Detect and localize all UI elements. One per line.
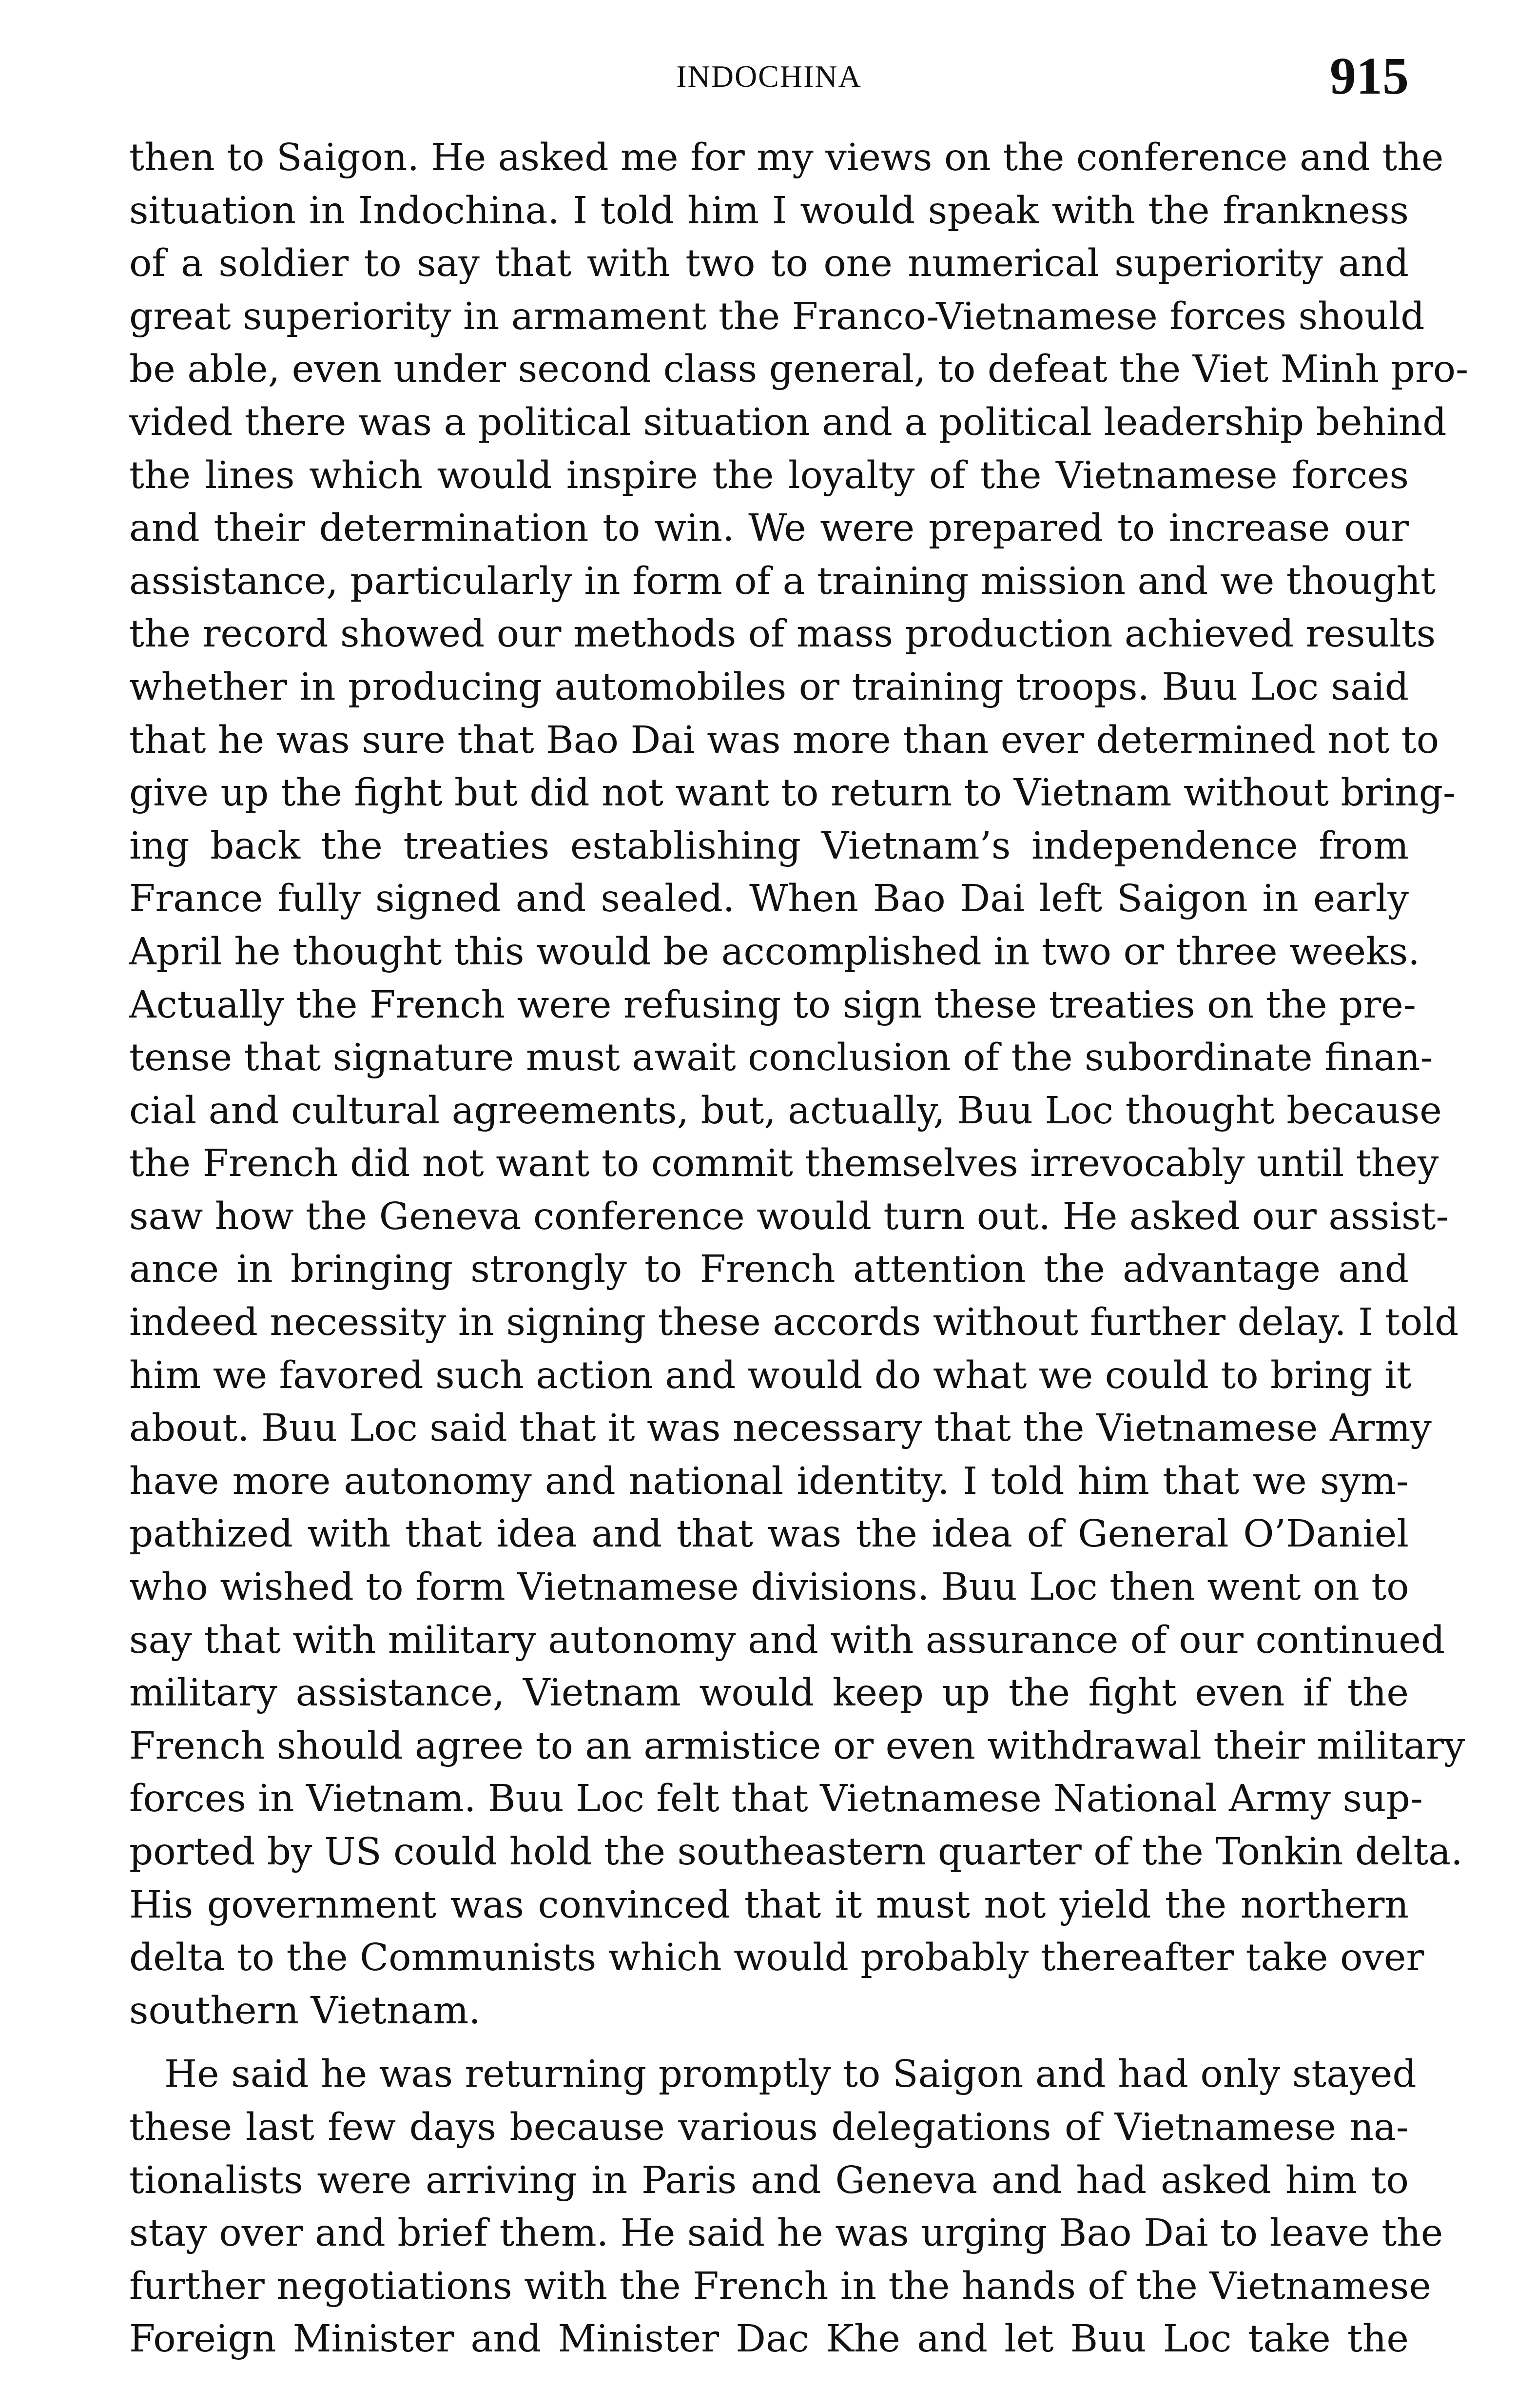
text-line: saw how the Geneva conference would turn out. He asked our assist- [129,1194,1449,1238]
text-line: who wished to form Vietnamese divisions. Buu Loc then went on to [129,1566,1409,1609]
text-line: delta to the Communists which would probably thereafter take over [129,1936,1424,1980]
text-line: France fully signed and sealed. When Bao Dai left Saigon in early [129,877,1409,921]
text-line: He said he was returning promptly to Saigon and had only stayed [164,2053,1417,2096]
text-line: indeed necessity in signing these accords without further delay. I told [129,1301,1459,1345]
text-line: cial and cultural agreements, but, actually, Buu Loc thought because [129,1089,1442,1133]
text-line: about. Buu Loc said that it was necessary that the Vietnamese Army [129,1407,1432,1450]
text-line: have more autonomy and national identity. I told him that we sym- [129,1459,1409,1503]
text-line: pathized with that idea and that was the idea of General O’Daniel [129,1512,1409,1556]
text-line: be able, even under second class general, to defeat the Viet Minh pro- [129,348,1469,392]
text-line: the French did not want to commit themselves irrevocably until they [129,1142,1439,1186]
text-line: April he thought this would be accomplished in two or three weeks. [129,930,1420,974]
running-title: INDOCHINA [676,59,862,94]
text-line: whether in producing automobiles or training troops. Buu Loc said [129,665,1409,709]
text-line: the record showed our methods of mass production achieved results [129,612,1436,656]
text-line: then to Saigon. He asked me for my views on the conference and the [129,136,1444,179]
text-line: forces in Vietnam. Buu Loc felt that Vietnamese National Army sup- [129,1777,1423,1821]
text-line: Foreign Minister and Minister Dac Khe and let Buu Loc take the [129,2317,1409,2361]
text-line: tense that signature must await conclusion of the subordinate finan- [129,1036,1433,1080]
text-line: tionalists were arriving in Paris and Geneva and had asked him to [129,2158,1409,2202]
text-line: stay over and brief them. He said he was urging Bao Dai to leave the [129,2212,1443,2255]
paragraph-gap [129,2037,1409,2048]
text-line: of a soldier to say that with two to one numerical superiority and [129,242,1409,286]
text-line: French should agree to an armistice or even withdrawal their military [129,1724,1465,1768]
text-line: the lines which would inspire the loyalty of the Vietnamese forces [129,453,1409,497]
text-line: ported by US could hold the southeastern quarter of the Tonkin delta. [129,1830,1463,1874]
text-line: give up the fight but did not want to return to Vietnam without bring- [129,771,1456,815]
paragraph [129,132,1469,2037]
paragraph [129,2048,1443,2366]
text-line: and their determination to win. We were prepared to increase our [129,507,1409,550]
text-line: Actually the French were refusing to sign these treaties on the pre- [129,983,1416,1027]
text-line: ance in bringing strongly to French attention the advantage and [129,1248,1409,1292]
text-line: assistance, particularly in form of a training mission and we thought [129,559,1436,603]
text-line: southern Vietnam. [129,1989,481,2033]
text-line: His government was convinced that it must not yield the northern [129,1883,1409,1927]
page-number: 915 [1330,47,1409,105]
body-text [129,132,1469,2366]
text-line: further negotiations with the French in the hands of the Vietnamese [129,2264,1431,2308]
text-line: vided there was a political situation and a political leadership behind [129,400,1447,444]
text-line: situation in Indochina. I told him I would speak with the frankness [129,189,1409,233]
running-header [129,46,1409,129]
text-line: military assistance, Vietnam would keep up the fight even if the [129,1671,1409,1715]
text-line: these last few days because various delegations of Vietnamese na- [129,2105,1409,2149]
text-line: great superiority in armament the Franco-Vietnamese forces should [129,294,1425,338]
text-line: say that with military autonomy and with assurance of our continued [129,1618,1445,1662]
text-line: ing back the treaties establishing Vietnam’s independence from [129,824,1409,868]
text-line: him we favored such action and would do what we could to bring it [129,1353,1412,1397]
text-line: that he was sure that Bao Dai was more than ever determined not to [129,718,1439,762]
